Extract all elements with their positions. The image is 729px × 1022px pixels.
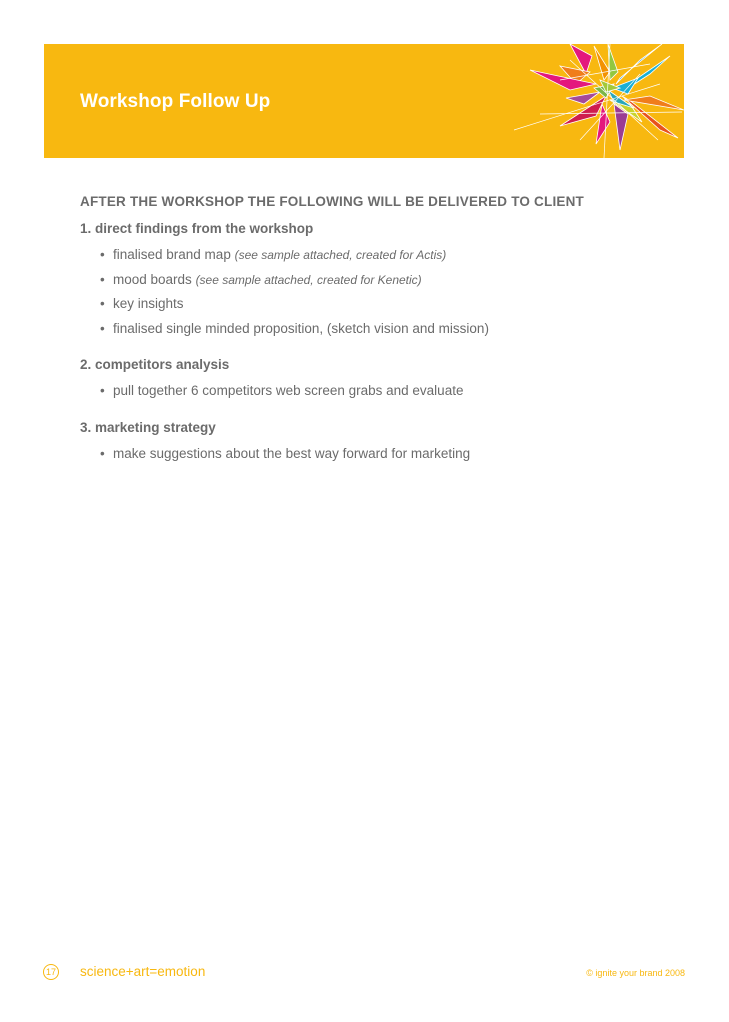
header-banner [44, 44, 684, 158]
list-item: • finalised brand map (see sample attached, created for Actis) [100, 247, 447, 262]
section-heading: AFTER THE WORKSHOP THE FOLLOWING WILL BE DELIVERED TO CLIENT [80, 194, 584, 209]
main-content [80, 194, 680, 469]
list-item-text: make suggestions about the best way forward for marketing [113, 445, 471, 461]
section-marketing-strategy [80, 419, 680, 470]
list-item-text: finalised single minded proposition, (sketch vision and mission) [113, 320, 489, 336]
section-competitors-analysis [80, 356, 680, 407]
list-item: • mood boards (see sample attached, created for Kenetic) [100, 271, 422, 287]
bullet-list [80, 246, 680, 344]
list-item: • finalised single minded proposition, (sketch vision and mission) [100, 320, 489, 336]
list-item: • pull together 6 competitors web screen grabs and evaluate [100, 383, 464, 398]
footer-tagline: science+art=emotion [80, 964, 206, 979]
list-item-text: finalised brand map [113, 247, 235, 262]
list-item-note: (see sample attached, created for Kenetic) [195, 272, 422, 287]
bullet-list [80, 445, 680, 470]
list-item-text: mood boards [113, 271, 196, 287]
section-title: 2. competitors analysis [80, 357, 230, 372]
list-item-text: pull together 6 competitors web screen grabs and evaluate [113, 383, 464, 398]
list-item: • make suggestions about the best way forward for marketing [100, 445, 471, 461]
page-title: Workshop Follow Up [80, 91, 271, 112]
section-direct-findings [80, 220, 680, 344]
list-item-text: key insights [113, 296, 184, 311]
starburst-logo-icon [510, 44, 684, 158]
list-item-note: (see sample attached, created for Actis) [234, 248, 447, 262]
section-title: 1. direct findings from the workshop [80, 221, 314, 236]
section-title: 3. marketing strategy [80, 419, 216, 435]
list-item: • key insights [100, 296, 184, 311]
page-number: 17 [43, 964, 59, 980]
bullet-list [80, 382, 680, 407]
footer-copyright: © ignite your brand 2008 [586, 968, 685, 978]
